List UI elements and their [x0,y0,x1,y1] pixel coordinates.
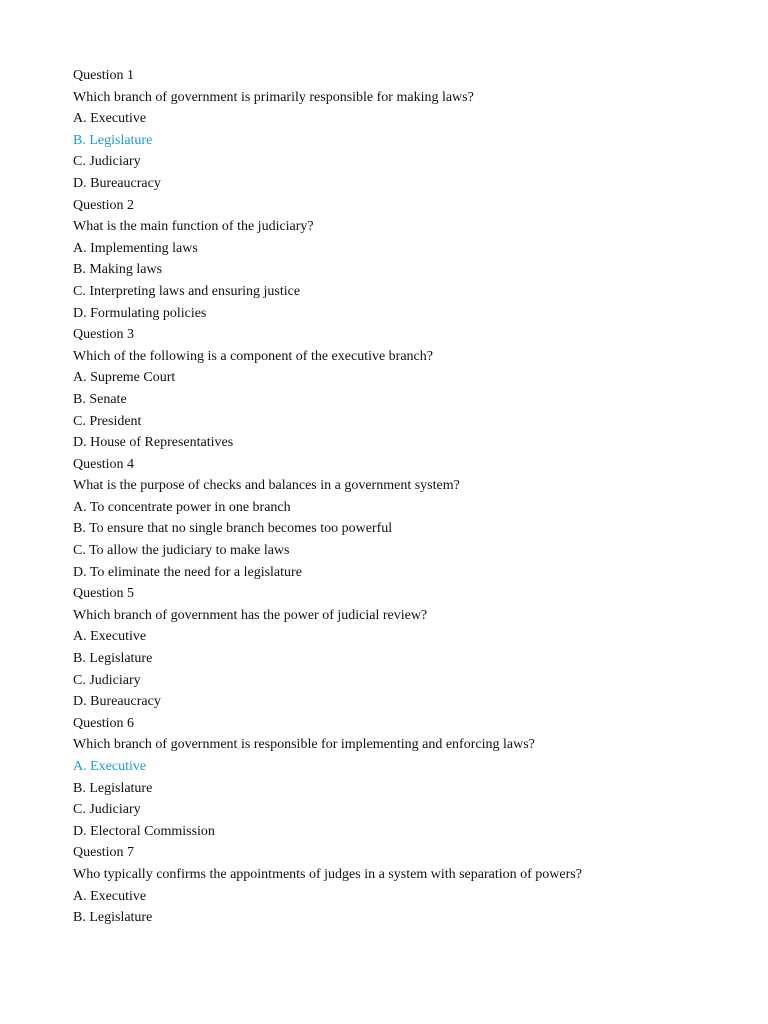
answer-option: D. Formulating policies [73,305,207,321]
question-number: Question 6 [73,715,135,731]
question-number: Question 4 [73,456,135,472]
answer-option: C. To allow the judiciary to make laws [73,543,290,559]
answer-option: C. Judiciary [73,672,141,688]
answer-option: B. To ensure that no single branch becomes too powerful [73,521,393,537]
question-prompt: Which of the following is a component of the executive branch? [73,348,433,364]
answer-option: D. Electoral Commission [73,823,215,839]
question-number: Question 3 [73,327,135,343]
answer-option: B. Legislature [73,780,153,796]
question-number: Question 2 [73,197,135,213]
answer-option: D. Bureaucracy [73,175,161,191]
question-block [73,713,733,843]
answer-option: B. Making laws [73,262,163,278]
answer-option: B. Legislature [73,910,153,926]
question-block [73,583,733,713]
question-number: Question 7 [73,845,135,861]
question-prompt: Who typically confirms the appointments of judges in a system with separation of powers? [73,866,582,882]
question-block [73,454,733,584]
question-prompt: What is the main function of the judiciary? [73,219,314,235]
answer-option: A. Implementing laws [73,240,198,256]
question-prompt: What is the purpose of checks and balances in a government system? [73,478,460,494]
question-prompt: Which branch of government is primarily responsible for making laws? [73,89,474,105]
question-number: Question 5 [73,586,135,602]
answer-option: C. President [73,413,142,429]
answer-option: B. Legislature [73,651,153,667]
answer-option: C. Judiciary [73,154,141,170]
answer-option-highlighted: A. Executive [73,759,147,774]
answer-option: D. Bureaucracy [73,694,161,710]
answer-option: A. Supreme Court [73,370,176,386]
answer-option: A. Executive [73,111,147,127]
quiz-document [73,65,733,929]
question-block [73,324,733,454]
question-block [73,842,733,928]
answer-option: D. To eliminate the need for a legislature [73,564,302,580]
question-prompt: Which branch of government has the power of judicial review? [73,607,428,623]
answer-option: A. Executive [73,888,147,904]
answer-option: D. House of Representatives [73,435,234,451]
answer-option: A. To concentrate power in one branch [73,499,291,515]
question-block [73,65,733,195]
question-number: Question 1 [73,68,135,83]
answer-option-highlighted: B. Legislature [73,132,153,148]
question-prompt: Which branch of government is responsible for implementing and enforcing laws? [73,737,535,753]
question-block [73,195,733,325]
answer-option: B. Senate [73,391,127,407]
answer-option: C. Interpreting laws and ensuring justice [73,283,301,299]
answer-option: A. Executive [73,629,147,645]
answer-option: C. Judiciary [73,802,141,818]
